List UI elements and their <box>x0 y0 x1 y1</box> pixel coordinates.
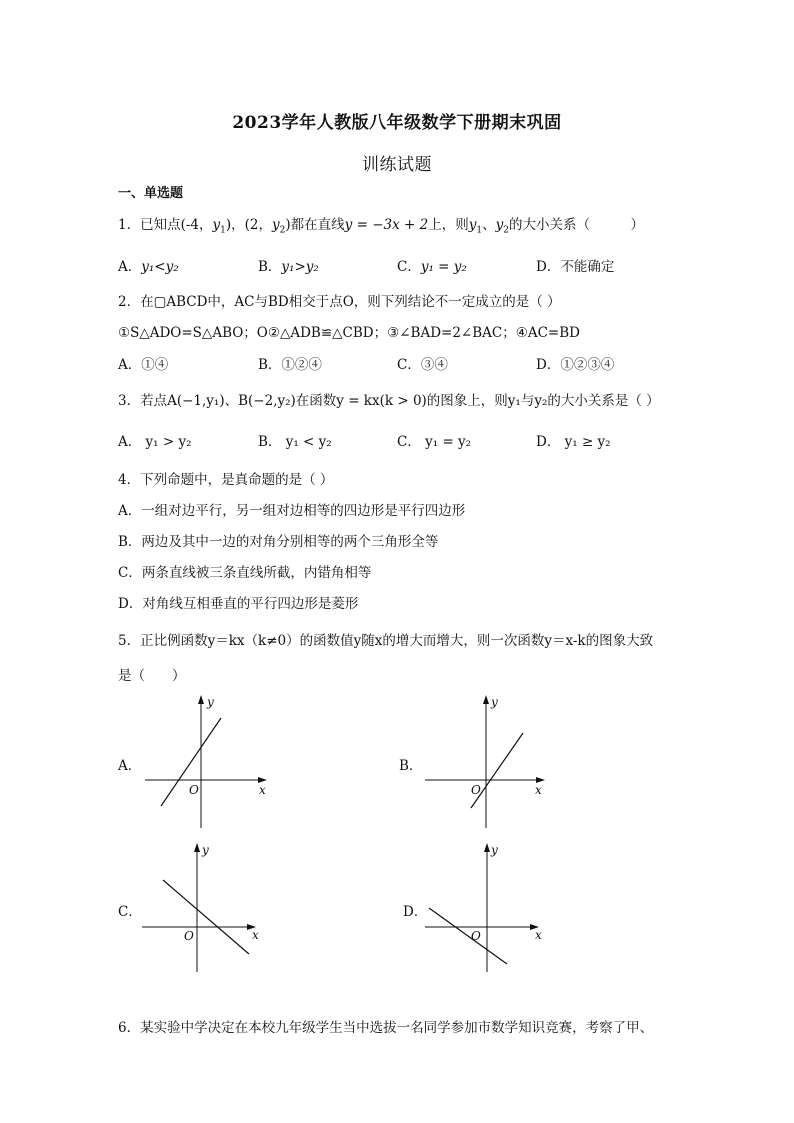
question-4-option-b: B．两边及其中一边的对角分别相等的两个三角形全等 <box>118 534 439 550</box>
section-heading: 一、单选题 <box>118 186 184 201</box>
question-3-stem: 3．若点A(−1,y₁)、B(−2,y₂)在函数y = kx(k > 0)的图象上，则y₁与y₂的大小关系是（ ） <box>118 393 660 409</box>
question-3-option-c: C． y₁ = y₂ <box>397 434 472 450</box>
graph-c-label: C． <box>118 904 142 920</box>
question-2-conditions: ①S△ADO=S△ABO；O②△ADB≌△CBD；③∠BAD=2∠BAC；④AC=BD <box>118 325 580 341</box>
question-1-option-d: D．不能确定 <box>536 259 615 275</box>
question-1-option-c: C．y₁ = y₂ <box>397 259 467 275</box>
question-4-option-c: C．两条直线被三条直线所截，内错角相等 <box>118 565 372 581</box>
question-4-option-d: D．对角线互相垂直的平行四边形是菱形 <box>118 596 359 612</box>
graph-c-y-arrow <box>194 843 200 852</box>
graph-a <box>145 690 275 830</box>
graph-a-origin: O <box>189 783 199 797</box>
graph-d-x-label: x <box>535 928 542 942</box>
question-4-option-a: A．一组对边平行，另一组对边相等的四边形是平行四边形 <box>118 503 466 519</box>
question-3-option-a: A． y₁ > y₂ <box>118 434 192 450</box>
question-2-option-c: C．③④ <box>397 357 448 373</box>
question-2-option-b: B．①②④ <box>258 357 322 373</box>
page-title: 2023学年人教版八年级数学下册期末巩固 <box>232 113 562 133</box>
question-1-stem: 1．已知点(-4，$y_1$)，(2，$y_2$)都在直线y = −3x + 2上，则$y_1$、$y_2$的大小关系（ ） <box>118 217 644 236</box>
graph-b-y-label: y <box>491 695 498 709</box>
graph-a-label: A． <box>118 758 142 774</box>
question-4-stem: 4．下列命题中，是真命题的是（ ） <box>118 472 334 488</box>
graph-b-x-label: x <box>535 783 542 797</box>
graph-c-y-label: y <box>202 843 209 857</box>
graph-a-x-label: x <box>259 783 266 797</box>
graph-c-line <box>163 880 249 954</box>
graph-b-origin: O <box>471 783 481 797</box>
question-2-option-a: A．①④ <box>118 357 169 373</box>
graph-d-origin: O <box>471 929 481 943</box>
graph-b-y-arrow <box>483 695 489 704</box>
graph-d-y-arrow <box>484 843 490 852</box>
graph-b <box>425 690 555 830</box>
question-1-option-b: B．y₁>y₂ <box>258 259 319 275</box>
graph-d <box>425 838 555 978</box>
graph-b-label: B． <box>399 758 423 774</box>
graph-c-origin: O <box>184 929 194 943</box>
question-2-stem: 2．在▢ABCD中，AC与BD相交于点O，则下列结论不一定成立的是（ ） <box>118 294 561 310</box>
question-3-option-b: B． y₁ < y₂ <box>258 434 332 450</box>
graph-d-y-label: y <box>491 843 498 857</box>
graph-c-x-label: x <box>252 928 259 942</box>
graph-a-y-arrow <box>198 695 204 704</box>
question-2-option-d: D．①②③④ <box>536 357 615 373</box>
graph-d-label: D． <box>403 904 428 920</box>
question-3-option-d: D． y₁ ≥ y₂ <box>536 434 611 450</box>
graph-d-line <box>429 908 507 964</box>
question-6-stem: 6．某实验中学决定在本校九年级学生当中选拔一名同学参加市数学知识竞赛，考察了甲、 <box>118 1020 654 1036</box>
graph-c <box>142 838 272 978</box>
page-subtitle: 训练试题 <box>362 155 432 175</box>
question-5-stem: 5．正比例函数y＝kx（k≠0）的函数值y随x的增大而增大，则一次函数y＝x-k的图象大致 <box>118 633 654 649</box>
question-5-stem-cont: 是（ ） <box>118 668 186 684</box>
graph-a-y-label: y <box>207 695 214 709</box>
question-1-option-a: A．y₁<y₂ <box>118 259 179 275</box>
